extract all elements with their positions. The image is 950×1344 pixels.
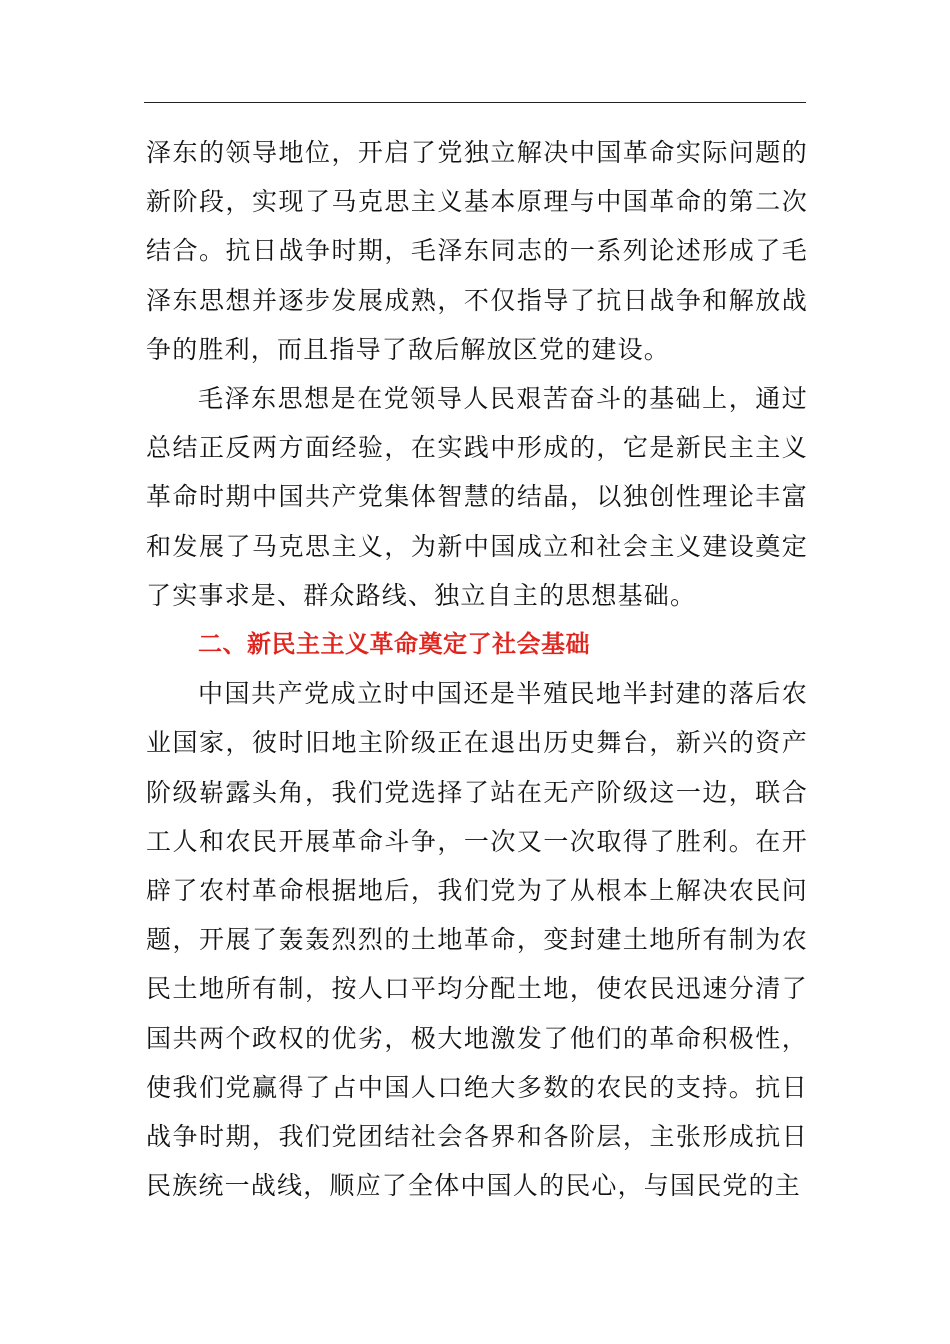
paragraph-mao-thought: 毛泽东思想是在党领导人民艰苦奋斗的基础上，通过总结正反两方面经验，在实践中形成的，它是新民主主义革命时期中国共产党集体智慧的结晶，以独创性理论丰富和发展了马克思主义，为新中国成立和社会主义建设奠定了实事求是、群众路线、独立自主的思想基础。	[146, 384, 808, 610]
paragraph-continued: 泽东的领导地位，开启了党独立解决中国革命实际问题的新阶段，实现了马克思主义基本原理与中国革命的第二次结合。抗日战争时期，毛泽东同志的一系列论述形成了毛泽东思想并逐步发展成熟，不仅指导了抗日战争和解放战争的胜利，而且指导了敌后解放区党的建设。	[146, 138, 808, 364]
section-heading: 二、新民主主义革命奠定了社会基础	[198, 630, 590, 659]
document-body	[146, 128, 808, 1210]
paragraph-new-democratic-revolution: 中国共产党成立时中国还是半殖民地半封建的落后农业国家，彼时旧地主阶级正在退出历史舞台，新兴的资产阶级崭露头角，我们党选择了站在无产阶级这一边，联合工人和农民开展革命斗争，一次又一次取得了胜利。在开辟了农村革命根据地后，我们党为了从根本上解决农民问题，开展了轰轰烈烈的土地革命，变封建土地所有制为农民土地所有制，按人口平均分配土地，使农民迅速分清了国共两个政权的优劣，极大地激发了他们的革命积极性，使我们党赢得了占中国人口绝大多数的农民的支持。抗日战争时期，我们党团结社会各界和各阶层，主张形成抗日民族统一战线，顺应了全体中国人的民心，与国民党的主	[146, 679, 808, 1201]
header-rule	[144, 102, 806, 103]
